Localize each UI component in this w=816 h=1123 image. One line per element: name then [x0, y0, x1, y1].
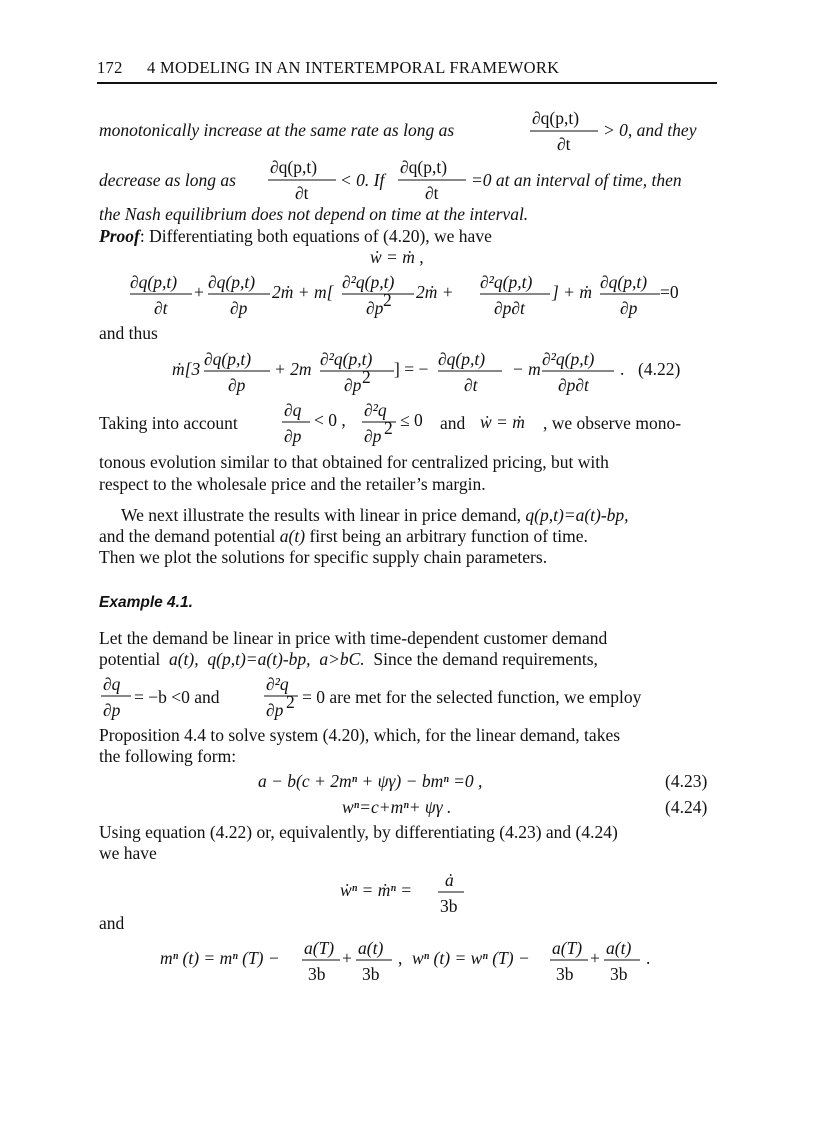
svg-text:a(T): a(T) [552, 938, 583, 958]
svg-text:∂q(p,t): ∂q(p,t) [270, 157, 318, 177]
svg-text:∂p∂t: ∂p∂t [558, 375, 589, 395]
fraction-dq-dt-2 [268, 153, 338, 205]
and-2: and [99, 913, 125, 933]
svg-text:∂²q: ∂²q [364, 400, 387, 420]
example-line-5: the following form: [99, 746, 237, 766]
theorem-line-3: the Nash equilibrium does not depend on time at the interval. [99, 204, 529, 224]
svg-text:∂p: ∂p [228, 375, 246, 395]
svg-text:≤ 0: ≤ 0 [400, 410, 423, 430]
svg-text:+: + [590, 948, 600, 968]
svg-text:2ṁ + m[: 2ṁ + m[ [272, 282, 334, 302]
fraction-dq-dt-1 [530, 104, 600, 156]
svg-text:∂q: ∂q [103, 674, 121, 694]
svg-text:2: 2 [383, 290, 392, 310]
svg-text:ẇⁿ = ṁⁿ =: ẇⁿ = ṁⁿ = [340, 880, 413, 900]
svg-text:∂q(p,t): ∂q(p,t) [438, 349, 486, 369]
svg-text:∂p∂t: ∂p∂t [494, 298, 525, 318]
example-line-3a: = −b <0 and [134, 687, 220, 707]
svg-text:mⁿ (t) = mⁿ (T) −: mⁿ (t) = mⁿ (T) − [160, 948, 280, 968]
svg-text:3b: 3b [440, 896, 458, 916]
fraction-denominator: ∂t [557, 134, 571, 154]
equation-rates [340, 866, 480, 920]
equation-w-dot-m-dot [370, 245, 460, 269]
svg-text:∂²q(p,t): ∂²q(p,t) [320, 349, 373, 369]
header-rule [97, 82, 717, 84]
svg-text:∂p: ∂p [103, 700, 121, 720]
svg-text:∂p: ∂p [284, 426, 302, 446]
taking-and: and [440, 413, 466, 433]
taking-into-account: Taking into account [99, 413, 238, 433]
example-line-3b: = 0 are met for the selected function, we employ [302, 687, 642, 707]
svg-text:3b: 3b [556, 964, 574, 984]
svg-text:.: . [646, 948, 651, 968]
svg-text:ṁ[3: ṁ[3 [172, 359, 201, 379]
svg-text:] + ṁ: ] + ṁ [552, 282, 593, 302]
example-heading: Example 4.1. [99, 594, 193, 611]
svg-text:+: + [194, 282, 204, 302]
svg-text:∂q(p,t): ∂q(p,t) [600, 272, 648, 292]
svg-text:2: 2 [286, 692, 295, 712]
svg-text:∂²q(p,t): ∂²q(p,t) [342, 272, 395, 292]
svg-text:∂²q(p,t): ∂²q(p,t) [542, 349, 595, 369]
svg-text:∂t: ∂t [154, 298, 168, 318]
svg-text:2: 2 [384, 418, 393, 438]
theorem-line-2: decrease as long as [99, 170, 236, 190]
svg-text:∂q(p,t): ∂q(p,t) [204, 349, 252, 369]
svg-text:ȧ: ȧ [445, 870, 454, 890]
svg-text:+: + [342, 948, 352, 968]
page-number: 172 [97, 58, 123, 77]
paragraph-2-line-3: Then we plot the solutions for specific supply chain parameters. [99, 547, 548, 567]
example-line-1: Let the demand be linear in price with time-dependent customer demand [99, 628, 608, 648]
proof-line [99, 226, 492, 247]
fraction-dq-dt-3 [398, 153, 468, 205]
condition-w-dot [480, 398, 550, 432]
theorem-line-2-mid: < 0. If [340, 170, 385, 190]
equation-differentiated-system [130, 268, 690, 324]
theorem-line-1: monotonically increase at the same rate as long as [99, 120, 455, 140]
example-line-4: Proposition 4.4 to solve system (4.20), which, for the linear demand, takes [99, 725, 621, 745]
equation-4-22 [172, 345, 692, 401]
svg-text:.: . [620, 359, 625, 379]
svg-text:∂q(p,t): ∂q(p,t) [208, 272, 256, 292]
paragraph-1-line-2: respect to the wholesale price and the retailer’s margin. [99, 474, 486, 494]
paragraph-2-line-2: and the demand potential a(t) first being an arbitrary function of time. [99, 526, 588, 546]
svg-text:] = −: ] = − [394, 359, 429, 379]
paragraph-1-line-1: tonous evolution similar to that obtained for centralized pricing, but with [99, 452, 609, 472]
svg-text:∂t: ∂t [295, 183, 309, 203]
svg-text:∂p: ∂p [230, 298, 248, 318]
svg-text:a(T): a(T) [304, 938, 335, 958]
svg-text:+ 2m: + 2m [274, 359, 312, 379]
svg-text:a(t): a(t) [606, 938, 632, 958]
and-thus: and thus [99, 323, 158, 343]
taking-end: , we observe mono- [543, 413, 682, 433]
example-line-2: potential a(t), q(p,t)=a(t)-bp, a>bC. Since the demand requirements, [99, 649, 598, 669]
svg-text:wⁿ (t) = wⁿ (T) −: wⁿ (t) = wⁿ (T) − [412, 948, 530, 968]
svg-text:∂t: ∂t [464, 375, 478, 395]
paragraph-2-line-1: We next illustrate the results with linear in price demand, q(p,t)=a(t)-bp, [121, 505, 629, 525]
proof-label: Proof [99, 226, 140, 246]
example-condition-d2q-dp2 [264, 670, 304, 722]
equation-solutions [160, 934, 670, 988]
svg-text:2ṁ +: 2ṁ + [416, 282, 454, 302]
svg-text:=0: =0 [660, 282, 679, 302]
svg-text:,: , [398, 948, 403, 968]
svg-text:∂t: ∂t [425, 183, 439, 203]
svg-text:3b: 3b [308, 964, 326, 984]
svg-text:3b: 3b [362, 964, 380, 984]
using-line-2: we have [99, 843, 157, 863]
svg-text:∂p: ∂p [266, 700, 284, 720]
using-line-1: Using equation (4.22) or, equivalently, by differentiating (4.23) and (4.24) [99, 822, 618, 842]
svg-text:3b: 3b [610, 964, 628, 984]
equation-4-23: a − b(c + 2mⁿ + ψγ) − bmⁿ =0 , [258, 771, 483, 791]
svg-text:∂p: ∂p [366, 298, 384, 318]
theorem-line-2-end: =0 at an interval of time, then [471, 170, 682, 190]
svg-text:ẇ = ṁ: ẇ = ṁ [480, 412, 525, 432]
condition-dq-dp [282, 396, 362, 448]
proof-text: : Differentiating both equations of (4.20), we have [139, 226, 492, 246]
svg-text:∂q(p,t): ∂q(p,t) [400, 157, 448, 177]
condition-d2q-dp2 [362, 396, 434, 448]
svg-text:< 0 ,: < 0 , [314, 410, 346, 430]
svg-text:∂p: ∂p [620, 298, 638, 318]
svg-text:ẇ = ṁ ,: ẇ = ṁ , [370, 247, 424, 267]
equation-label: (4.22) [638, 359, 681, 379]
equation-label-4-24: (4.24) [665, 797, 708, 817]
equation-label-4-23: (4.23) [665, 771, 708, 791]
equation-4-24: wⁿ=c+mⁿ+ ψγ . [342, 797, 452, 817]
svg-text:− m: − m [512, 359, 541, 379]
svg-text:∂p: ∂p [364, 426, 382, 446]
svg-text:∂²q: ∂²q [266, 674, 289, 694]
svg-text:2: 2 [362, 367, 371, 387]
running-header: 4 MODELING IN AN INTERTEMPORAL FRAMEWORK [147, 58, 560, 77]
theorem-line-1-end: > 0, and they [603, 120, 697, 140]
svg-text:∂²q(p,t): ∂²q(p,t) [480, 272, 533, 292]
svg-text:∂p: ∂p [344, 375, 362, 395]
svg-text:∂q: ∂q [284, 400, 302, 420]
svg-text:a(t): a(t) [358, 938, 384, 958]
svg-text:∂q(p,t): ∂q(p,t) [130, 272, 178, 292]
fraction-numerator: ∂q(p,t) [532, 108, 580, 128]
